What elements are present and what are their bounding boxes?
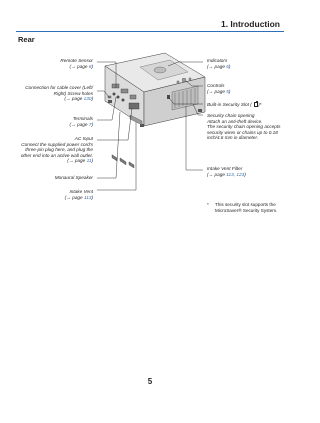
port-jack (113, 93, 116, 96)
page-ref: (→ page 11) (67, 158, 93, 164)
lock-icon (254, 102, 258, 107)
label-remote-sensor (60, 58, 93, 69)
chapter-heading: 1. Introduction (220, 19, 280, 29)
label-text: )* (258, 102, 262, 107)
label-text: Connection for cable cover (Left/ (25, 85, 93, 90)
page-ref: (→ page 7) (69, 121, 93, 127)
section-title: Rear (18, 35, 35, 44)
page-link[interactable]: 6 (226, 63, 229, 69)
page-ref: (→ page 113, 123) (207, 171, 246, 177)
label-text: Intake Vent (69, 189, 93, 194)
port-video (121, 89, 128, 93)
label-controls (207, 83, 230, 94)
page-ref: (→ page 130) (64, 96, 93, 102)
label-text: three-pin plug here, and plug the (25, 147, 93, 153)
page-ref: (→ page 8) (69, 63, 93, 69)
label-text: other end into an active wall outlet. (20, 152, 93, 158)
label-security-slot (207, 101, 262, 108)
label-intake-vent-filter (207, 166, 246, 177)
label-cable-cover-screw-holes (25, 85, 93, 102)
port-jack (122, 99, 125, 102)
port-jack (117, 96, 120, 99)
label-text: Terminals (72, 116, 93, 121)
port-vga (112, 84, 119, 88)
page-link[interactable]: 11 (86, 158, 92, 164)
page-link[interactable]: 7 (88, 121, 92, 127)
page-link[interactable]: 8 (88, 63, 92, 69)
label-text: Remote Sensor (60, 58, 93, 63)
label-security-chain-opening (207, 113, 280, 141)
label-terminals (70, 116, 93, 127)
ac-input-socket (129, 103, 139, 109)
label-text: Attach an anti-theft device. (207, 118, 263, 124)
footnote (207, 202, 289, 214)
terminal-port (112, 155, 117, 161)
page-number: 5 (147, 377, 153, 386)
label-text: AC Input (74, 136, 93, 141)
label-text: Connect the supplied power cord's (21, 141, 93, 147)
label-text: Controls (207, 83, 225, 88)
label-text: security wires or chains up to 0.18 (207, 129, 278, 135)
page-link[interactable]: 5 (226, 88, 229, 94)
leader-line (97, 122, 136, 190)
label-intake-vent (65, 189, 93, 200)
label-indicators (207, 58, 230, 69)
page-ref: (→ page 113) (64, 194, 93, 200)
page-link[interactable]: 113, 123 (226, 171, 245, 177)
label-text: Built-in Security Slot ( (207, 102, 254, 107)
leader-line (97, 112, 120, 178)
foot (198, 109, 202, 112)
footnote-text: This security slot supports the MicroSaver® Security System. (215, 202, 278, 213)
page-ref: (→ page 5) (207, 88, 231, 94)
label-text: Right) Screw holes (53, 90, 93, 96)
label-monaural-speaker (55, 175, 93, 181)
terminal-panel (112, 155, 134, 168)
port-audio (130, 95, 136, 99)
indicator-lens (154, 67, 166, 73)
label-ac-input (21, 136, 93, 164)
label-text: Monaural Speaker (54, 175, 93, 180)
page-link[interactable]: 130 (83, 96, 92, 102)
footnote-marker: * (207, 202, 209, 207)
terminal-port (129, 162, 134, 168)
label-text: Security chain opening (207, 113, 255, 118)
label-text: inch/4.6 mm in diameter. (207, 135, 259, 141)
label-text: The security chain opening accepts (207, 124, 281, 130)
terminal-port (120, 158, 126, 165)
label-text: Intake Vent Filter (207, 166, 243, 171)
label-text: Indicators (207, 58, 228, 63)
page-ref: (→ page 6) (207, 63, 231, 69)
page-link[interactable]: 113 (83, 194, 92, 200)
foot (108, 100, 112, 103)
